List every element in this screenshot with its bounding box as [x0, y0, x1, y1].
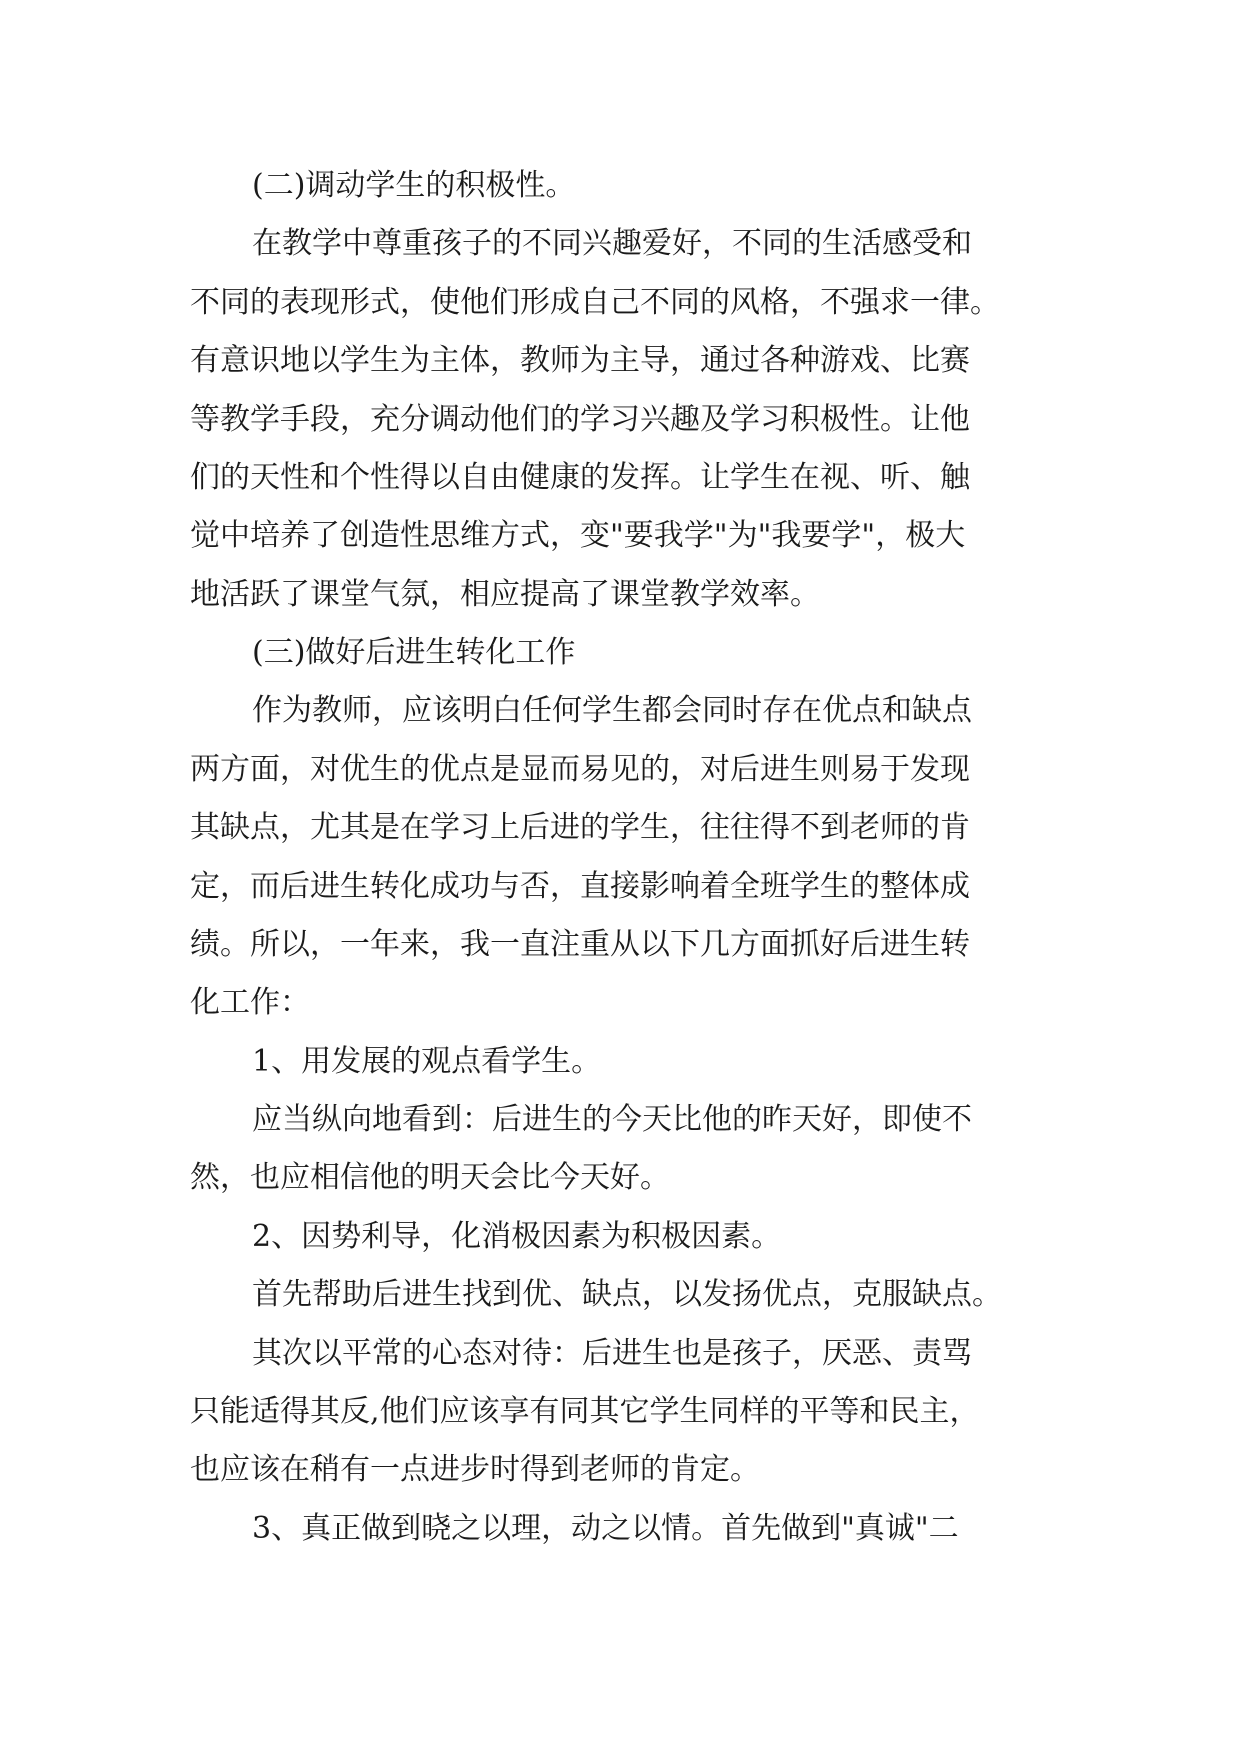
- paragraph-line: 觉中培养了创造性思维方式，变"要我学"为"我要学"，极大: [190, 518, 966, 553]
- paragraph-line: 首先帮助后进生找到优、缺点，以发扬优点，克服缺点。: [252, 1277, 1002, 1312]
- paragraph-line: 等教学手段，充分调动他们的学习兴趣及学习积极性。让他: [190, 402, 970, 437]
- paragraph-line: 不同的表现形式，使他们形成自己不同的风格，不强求一律。: [190, 285, 1000, 320]
- paragraph-line: 地活跃了课堂气氛，相应提高了课堂教学效率。: [190, 577, 820, 612]
- paragraph-line: 化工作：: [190, 985, 310, 1020]
- paragraph-line: 有意识地以学生为主体，教师为主导，通过各种游戏、比赛: [190, 343, 970, 378]
- paragraph-line: 然，也应相信他的明天会比今天好。: [190, 1160, 670, 1195]
- section-heading-3: (三)做好后进生转化工作: [252, 635, 576, 670]
- section-heading-2: (二)调动学生的积极性。: [252, 168, 576, 203]
- paragraph-line: 定，而后进生转化成功与否，直接影响着全班学生的整体成: [190, 869, 970, 904]
- paragraph-line: 也应该在稍有一点进步时得到老师的肯定。: [190, 1452, 760, 1487]
- paragraph-line: 两方面，对优生的优点是显而易见的，对后进生则易于发现: [190, 752, 970, 787]
- list-item-3: 3、真正做到晓之以理，动之以情。首先做到"真诚"二: [252, 1511, 959, 1546]
- paragraph-line: 只能适得其反,他们应该享有同其它学生同样的平等和民主，: [190, 1394, 980, 1429]
- paragraph-line: 其次以平常的心态对待：后进生也是孩子，厌恶、责骂: [252, 1336, 972, 1371]
- list-item-1: 1、用发展的观点看学生。: [252, 1044, 602, 1079]
- paragraph-line: 应当纵向地看到：后进生的今天比他的昨天好，即使不: [252, 1102, 972, 1137]
- paragraph-line: 们的天性和个性得以自由健康的发挥。让学生在视、听、触: [190, 460, 970, 495]
- paragraph-line: 在教学中尊重孩子的不同兴趣爱好，不同的生活感受和: [252, 226, 972, 261]
- paragraph-line: 其缺点，尤其是在学习上后进的学生，往往得不到老师的肯: [190, 810, 970, 845]
- list-item-2: 2、因势利导，化消极因素为积极因素。: [252, 1219, 782, 1254]
- paragraph-line: 作为教师，应该明白任何学生都会同时存在优点和缺点: [252, 693, 972, 728]
- paragraph-line: 绩。所以，一年来，我一直注重从以下几方面抓好后进生转: [190, 927, 970, 962]
